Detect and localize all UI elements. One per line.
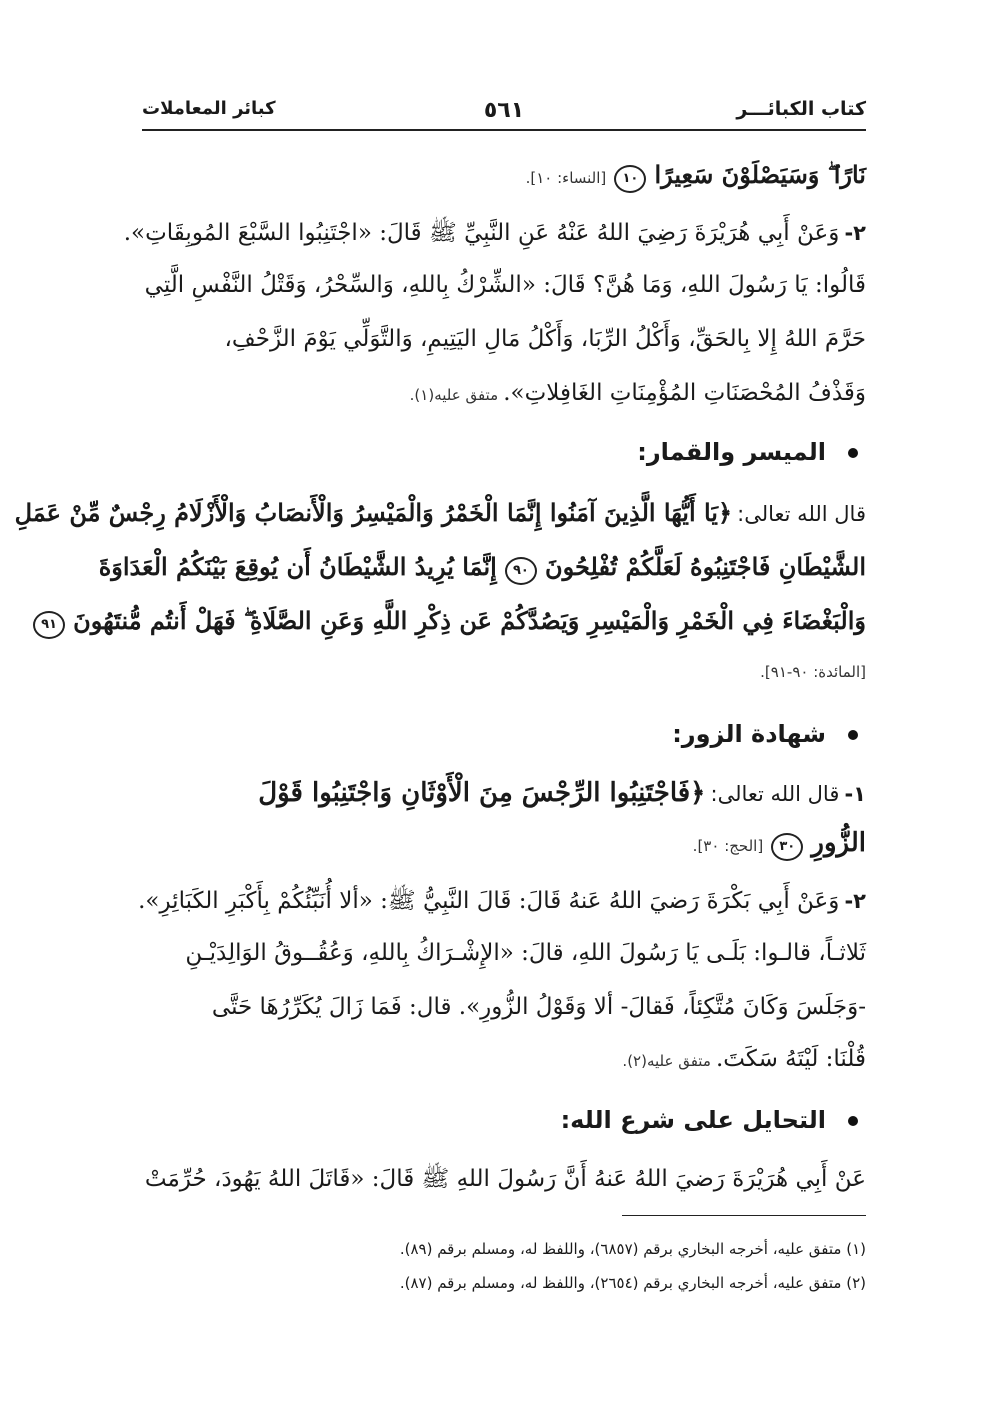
verse-line <box>41 606 866 639</box>
verse-text: ﴿يَا أَيُّهَا الَّذِينَ آمَنُوا إِنَّمَا الْخَمْرُ وَالْمَيْسِرُ وَالْأَنصَابُ وَالْأَزْلَامُ رِجْسٌ مِّنْ عَمَلِ <box>14 498 733 527</box>
ayah-marker: ٩١ <box>33 611 65 639</box>
hadith-text: قَالُوا: يَا رَسُولَ اللهِ، وَمَا هُنَّ؟ قَالَ: «الشِّرْكُ بِاللهِ، وَالسِّحْرُ، وَقَتْلُ النَّفْسِ الَّتِي <box>144 272 866 298</box>
ayah-marker: ٣٠ <box>771 833 803 861</box>
ayah-marker: ١٠ <box>614 165 646 193</box>
section-heading: شهادة الزور: <box>142 720 866 748</box>
verse-text: ﴿فَاجْتَنِبُوا الرِّجْسَ مِنَ الْأَوْثَانِ وَاجْتَنِبُوا قَوْلَ <box>258 778 706 808</box>
verse-intro: قال الله تعالى: <box>737 502 866 526</box>
bullet-icon <box>848 448 858 458</box>
hadith-line <box>142 380 866 406</box>
verse-text: الزُّورِ <box>811 828 866 858</box>
hadith-line <box>142 272 866 298</box>
hadith-line <box>138 886 866 920</box>
hadith-line <box>142 1164 866 1198</box>
item-number: ٢- <box>844 221 866 245</box>
footnote: (١) متفق عليه، أخرجه البخاري برقم (٦٨٥٧)، واللفظ له، ومسلم برقم (٨٩). <box>399 1240 866 1258</box>
verse-reference: [الحج: ٣٠]. <box>692 837 764 855</box>
item-number: ٢- <box>844 889 866 913</box>
hadith-source: متفق عليه(٢). <box>622 1052 711 1070</box>
bullet-icon <box>848 730 858 740</box>
verse-reference-line <box>142 662 866 681</box>
hadith-text: ثَلاثـاً، قالـوا: بَلَـى يَا رَسُولَ اللهِ، قالَ: «الإِشْـرَاكُ بِاللهِ، وَعُقُــوقُ الوَالِدَيْـنِ <box>185 940 866 966</box>
verse-end-text: نَارًا ۖ وَسَيَصْلَوْنَ سَعِيرًا <box>654 160 866 189</box>
item-number: ١- <box>844 782 866 806</box>
hadith-text: -وَجَلَسَ وَكَانَ مُتَّكِئاً، فَقالَ- ألا وَقَوْلُ الزُّورِ». قال: فَمَا زَالَ يُكَرِّرُهَا حَتَّى <box>211 994 866 1020</box>
footnote: (٢) متفق عليه، أخرجه البخاري برقم (٢٦٥٤)، واللفظ له، ومسلم برقم (٨٧). <box>399 1274 866 1292</box>
verse-reference: [النساء: ١٠]. <box>525 169 607 187</box>
verse-line <box>98 552 866 585</box>
verse-line <box>142 778 866 808</box>
footnote-divider <box>622 1215 866 1216</box>
verse-intro: قال الله تعالى: <box>710 782 840 806</box>
verse-continuation <box>142 160 866 193</box>
hadith-line <box>123 218 866 252</box>
verse-text: إِنَّمَا يُرِيدُ الشَّيْطَانُ أَن يُوقِعَ بَيْنَكُمُ الْعَدَاوَةَ <box>98 552 497 581</box>
bullet-icon <box>848 1116 858 1126</box>
page-number: ٥٦١ <box>483 98 525 123</box>
hadith-line <box>142 994 866 1020</box>
section-heading: الميسر والقمار: <box>142 438 866 466</box>
book-title: كتاب الكبائـــر <box>736 98 866 120</box>
hadith-text: قُلْنَا: لَيْتَهُ سَكَتَ. <box>715 1046 866 1072</box>
hadith-source: متفق عليه(١). <box>409 386 499 404</box>
ayah-marker: ٩٠ <box>505 557 537 585</box>
verse-text: وَالْبَغْضَاءَ فِي الْخَمْرِ وَالْمَيْسِرِ وَيَصُدَّكُمْ عَن ذِكْرِ اللَّهِ وَعَنِ الصَّلَاةِ ۖ فَهَلْ أَنتُم مُّنتَهُونَ <box>73 606 866 635</box>
header-divider <box>142 129 866 131</box>
chapter-title: كبائر المعاملات <box>142 98 276 119</box>
hadith-line <box>142 1046 866 1072</box>
verse-reference: [المائدة: ٩٠-٩١]. <box>760 663 866 681</box>
hadith-text: وَعَنْ أَبِي هُرَيْرَةَ رَضِيَ اللهُ عَنْهُ عَنِ النَّبِيِّ ﷺ قَالَ: «اجْتَنِبُوا السَّبْعَ المُوبِقَاتِ». <box>123 220 840 246</box>
page-header <box>142 96 866 130</box>
hadith-line <box>142 940 866 966</box>
hadith-text: حَرَّمَ اللهُ إِلا بِالحَقِّ، وَأَكْلُ الرِّبَا، وَأَكْلُ مَالِ اليَتِيمِ، وَالتَّوَلِّي يَوْمَ الزَّحْفِ، <box>224 326 866 352</box>
verse-text: الشَّيْطَانِ فَاجْتَنِبُوهُ لَعَلَّكُمْ تُفْلِحُونَ <box>545 552 866 581</box>
section-heading: التحايل على شرع الله: <box>142 1106 866 1134</box>
hadith-line <box>142 326 866 352</box>
verse-line <box>14 498 866 527</box>
hadith-text: وَقَذْفُ المُحْصَنَاتِ المُؤْمِنَاتِ الغَافِلاتِ». <box>503 380 866 406</box>
verse-line <box>142 828 866 861</box>
hadith-text: عَنْ أَبِي هُرَيْرَةَ رَضيَ اللهُ عَنهُ أَنَّ رَسُولَ اللهِ ﷺ قَالَ: «قَاتَلَ اللهُ يَهُودَ، حُرِّمَتْ <box>144 1166 866 1192</box>
hadith-text: وَعَنْ أَبِي بَكْرَةَ رَضيَ اللهُ عَنهُ قَالَ: قَالَ النَّبِيُّ ﷺ: «ألا أُنَبِّئُكُمْ بِأَكْبَرِ الكَبَائِرِ». <box>138 888 840 914</box>
